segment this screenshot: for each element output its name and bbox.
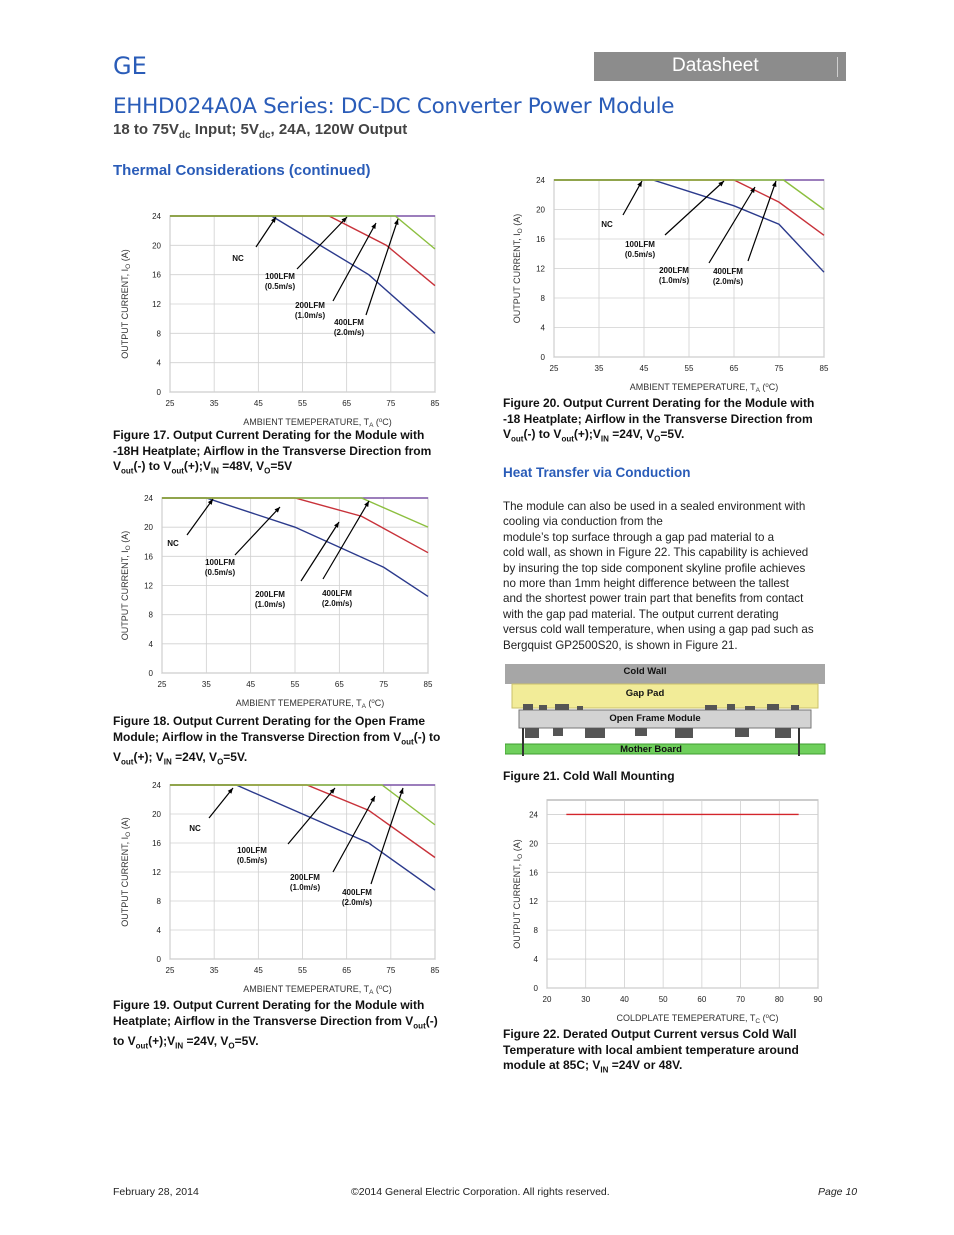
gap-pad-label: Gap Pad [625,688,665,699]
x-tick-label: 25 [165,399,175,408]
badge-divider [837,57,838,77]
x-tick-label: 85 [819,364,829,373]
annotation-label: (0.5m/s) [204,568,236,577]
annotation-label: 100LFM [265,272,295,281]
figure-19-caption: Figure 19. Output Current Derating for the Module with Heatplate; Airflow in the Transverse Direction from $V_{out}(-)$ to $V_{out}(+);V_{IN} =24V$, $V_O=5V$. [113,998,438,1050]
x-tick-label: 90 [813,995,823,1004]
y-tick-label: 0 [148,669,153,678]
x-tick-label: 45 [639,364,649,373]
footer-page-number: Page 10 [818,1186,858,1198]
x-axis-label: AMBIENT TEMEPERATURE, $T_A$ ($^o$C) [629,382,779,394]
cold-wall-mounting-diagram [505,664,827,758]
annotation-label: (1.0m/s) [289,883,321,892]
document-title: EHHD024A0A Series: DC-DC Converter Power Module [113,94,675,119]
annotation-label: 100LFM [625,240,655,249]
x-tick-label: 50 [658,995,668,1004]
annotation-label: (0.5m/s) [624,250,656,259]
y-tick-label: 20 [536,205,545,215]
annotation-label: (0.5m/s) [236,856,268,865]
y-tick-label: 4 [148,639,153,649]
y-tick-label: 20 [144,523,153,533]
figure-20-chart [505,169,835,394]
y-tick-label: 16 [529,868,538,878]
x-tick-label: 25 [165,966,175,975]
x-axis-label: AMBIENT TEMEPERATURE, $T_A$ ($^o$C) [243,417,392,429]
y-tick-label: 4 [540,323,545,333]
y-tick-label: 4 [156,926,161,935]
y-tick-label: 12 [152,300,161,309]
annotation-label: NC [189,824,201,833]
annotation-label: 400LFM [322,589,352,598]
x-tick-label: 60 [697,995,707,1004]
y-axis-label: OUTPUT CURRENT, $I_O$ (A) [120,249,132,359]
y-tick-label: 24 [152,781,161,790]
chart-svg [113,487,443,712]
footer-date: February 28, 2014 [113,1186,199,1198]
annotation-label: 200LFM [255,590,285,599]
x-tick-label: 75 [379,680,389,689]
y-axis-label: OUTPUT CURRENT, $I_O$ (A) [512,839,524,949]
figure-17-caption: Figure 17. Output Current Derating for the Module with -18H Heatplate; Airflow in the Transverse Direction from $V_{out}(-)$ to $V_{out}(+);V_{IN} =48V$, $V_O=5V$ [113,428,432,476]
datasheet-badge [594,52,846,81]
x-tick-label: 65 [342,966,352,975]
x-tick-label: 65 [729,364,739,373]
y-tick-label: 16 [152,839,161,848]
y-tick-label: 16 [144,552,153,562]
ge-logo: GE [113,52,147,80]
annotation-label: 100LFM [237,846,267,855]
x-axis-label: AMBIENT TEMEPERATURE, $T_A$ ($^o$C) [243,984,392,996]
annotation-label: 400LFM [713,267,743,276]
y-tick-label: 0 [156,955,161,964]
x-tick-label: 55 [298,399,307,408]
y-axis-label: OUTPUT CURRENT, $I_O$ (A) [120,817,132,927]
heat-transfer-body: The module can also be used in a sealed environment with cooling via conduction from the module’s top surface through a gap pad material to a cold wall, as shown in Figure 22. This capability is achieved by insuring the top side component skyline profile achieves no more than 1mm height difference between the tallest and the shortest power train part that benefits from contact with the gap pad material. The output current derating versus cold wall temperature, when using a gap pad such as Bergquist GP2500S20, is shown in Figure 21. [503,500,814,652]
annotation-label: (1.0m/s) [254,600,286,609]
y-tick-label: 24 [536,176,545,185]
x-tick-label: 80 [774,995,784,1004]
annotation-label: (2.0m/s) [333,328,365,337]
chart-svg [113,205,443,430]
y-tick-label: 12 [536,264,545,274]
annotation-label: (2.0m/s) [341,898,373,907]
y-tick-label: 4 [156,358,161,368]
x-tick-label: 75 [386,399,396,408]
chart-svg [113,774,443,999]
annotation-label: 100LFM [205,558,235,567]
x-tick-label: 45 [246,680,256,689]
annotation-label: 400LFM [342,888,372,897]
x-tick-label: 75 [386,966,396,975]
plot-area [547,800,818,988]
x-tick-label: 75 [774,364,784,373]
x-tick-label: 20 [542,995,552,1004]
annotation-label: (0.5m/s) [264,282,296,291]
figure-22-caption: Figure 22. Derated Output Current versus Cold Wall Temperature with local ambient temperature around module at 85C; $V_{IN} =24V$ or 48V. [503,1027,799,1075]
y-tick-label: 0 [540,353,545,362]
annotation-label: (2.0m/s) [321,599,353,608]
annotation-label: (1.0m/s) [294,311,326,320]
y-tick-label: 8 [156,897,161,906]
annotation-label: NC [167,539,179,548]
x-tick-label: 85 [423,680,433,689]
x-tick-label: 25 [157,680,167,689]
annotation-label: (2.0m/s) [712,277,744,286]
figure-18-caption: Figure 18. Output Current Derating for the Open Frame Module; Airflow in the Transverse Direction from $V_{out}(-)$ to $V_{out}(+)$; $V_{IN} =24V$, $V_O=5V$. [113,714,441,766]
y-tick-label: 24 [529,810,538,820]
x-tick-label: 25 [549,364,559,373]
x-axis-label: AMBIENT TEMEPERATURE, $T_A$ ($^o$C) [235,698,385,710]
annotation-label: 200LFM [295,301,325,310]
x-tick-label: 55 [684,364,694,373]
x-tick-label: 65 [342,399,352,408]
y-tick-label: 16 [152,270,161,280]
y-tick-label: 0 [156,388,161,397]
annotation-label: NC [232,254,244,263]
cold-wall-label: Cold Wall [623,666,667,677]
x-tick-label: 35 [201,680,211,689]
y-tick-label: 12 [152,868,161,877]
y-tick-label: 8 [533,926,538,936]
y-tick-label: 8 [540,294,545,303]
y-tick-label: 20 [152,810,161,819]
y-tick-label: 0 [533,984,538,993]
annotation-label: 400LFM [334,318,364,327]
figure-17-chart [113,205,443,430]
chart-svg [505,789,835,1029]
x-tick-label: 35 [209,399,219,408]
x-tick-label: 65 [334,680,344,689]
x-tick-label: 45 [253,399,263,408]
x-tick-label: 85 [430,966,440,975]
y-axis-label: OUTPUT CURRENT, $I_O$ (A) [120,530,132,641]
mother-board-label: Mother Board [620,744,682,755]
figure-21-caption: Figure 21. Cold Wall Mounting [503,769,675,783]
x-tick-label: 55 [298,966,307,975]
x-tick-label: 30 [581,995,591,1004]
annotation-label: (1.0m/s) [658,276,690,285]
datasheet-badge-label: Datasheet [672,55,759,76]
chart-svg [505,169,835,394]
annotation-label: NC [601,220,613,229]
figure-19-chart [113,774,443,999]
y-tick-label: 20 [529,839,538,849]
y-tick-label: 12 [144,581,153,591]
figure-20-caption: Figure 20. Output Current Derating for the Module with -18 Heatplate; Airflow in the Transverse Direction from $V_{out}(-)$ to $V_{out}(+);V_{IN} =24V$, $V_O=5V$. [503,396,815,444]
x-tick-label: 40 [619,995,629,1004]
y-tick-label: 8 [148,610,153,620]
y-tick-label: 20 [152,241,161,251]
x-tick-label: 70 [736,995,746,1004]
annotation-label: 200LFM [659,266,689,275]
y-tick-label: 16 [536,235,545,244]
y-tick-label: 12 [529,897,538,907]
y-tick-label: 24 [144,494,153,503]
figure-22-chart [505,789,835,1029]
footer-copyright: ©2014 General Electric Corporation. All rights reserved. [351,1186,610,1198]
open-frame-module-label: Open Frame Module [609,713,701,724]
x-tick-label: 55 [290,680,300,689]
heat-transfer-title: Heat Transfer via Conduction [503,465,691,480]
figure-18-chart [113,487,443,712]
section-title: Thermal Considerations (continued) [113,162,371,179]
x-tick-label: 35 [209,966,219,975]
y-tick-label: 8 [156,329,161,339]
x-tick-label: 45 [253,966,263,975]
x-tick-label: 85 [430,399,440,408]
y-tick-label: 24 [152,212,161,221]
annotation-label: 200LFM [290,873,320,882]
x-axis-label: COLDPLATE TEMEPERATURE, $T_C$ ($^o$C) [616,1013,779,1025]
y-axis-label: OUTPUT CURRENT, $I_O$ (A) [512,213,524,324]
x-tick-label: 35 [594,364,604,373]
y-tick-label: 4 [533,955,538,965]
document-subtitle: 18 to $75V_{dc}$ Input; $5V_{dc}$, 24A, 120W Output [113,121,408,141]
